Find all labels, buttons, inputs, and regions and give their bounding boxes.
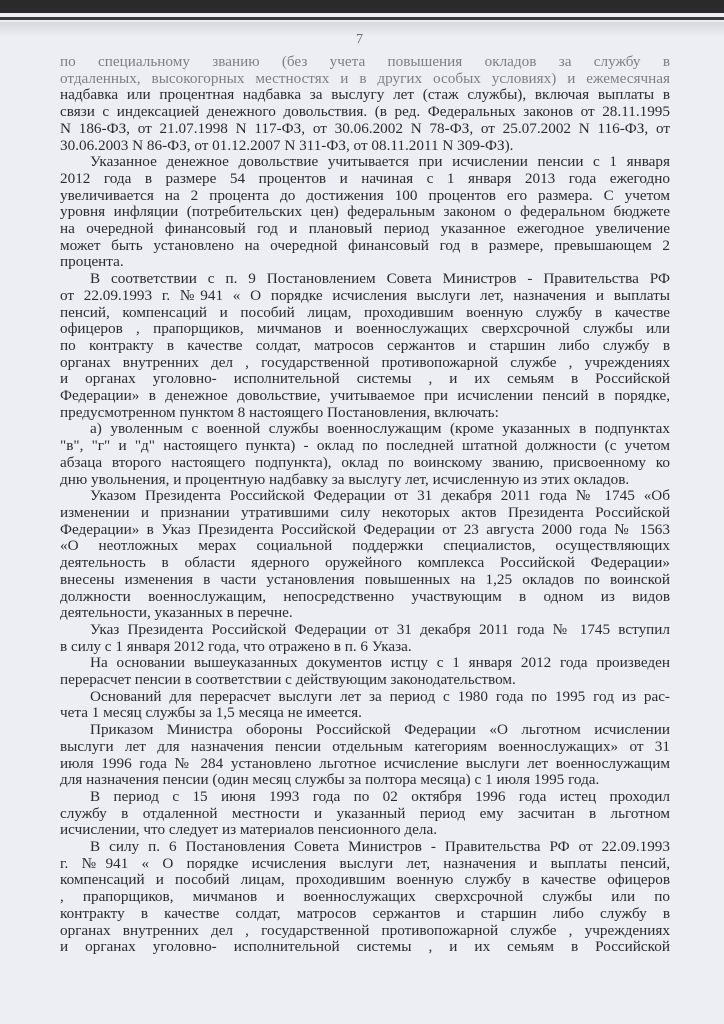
text-line: деятельность в области ядерного оружейного комплекса Российской Федерации» bbox=[60, 555, 670, 572]
text-line: от 22.09.1993 г. №941 « О порядке исчисления выслуги лет, назначения и выплаты bbox=[60, 287, 670, 304]
text-line: и органах уголовно- исполнительной системы , и их семьям в Российской bbox=[60, 939, 670, 956]
text-line: выслуги лет для назначения пенсии отдельным категориям военнослужащих» от 31 bbox=[60, 738, 670, 755]
text-line: отдаленных, высокогорных местностях и в других особых условиях) и ежемесячная bbox=[60, 70, 670, 87]
text-line: чета 1 месяц службы за 1,5 месяца не имеется. bbox=[60, 705, 362, 722]
text-line: а) уволенным с военной службы военнослужащим (кроме указанных в подпунктах bbox=[90, 421, 670, 438]
text-line: «О неотложных мерах социальной поддержки специалистов, осуществляющих bbox=[60, 538, 670, 555]
paragraph bbox=[60, 722, 670, 789]
text-line: связи с индексацией денежного довольствия. (в ред. Федеральных законов от 28.11.1995 bbox=[60, 104, 670, 121]
text-line: В силу п. 6 Постановления Совета Министров - Правительства РФ от 22.09.1993 bbox=[90, 839, 670, 856]
text-line: контракту в качестве солдат, матросов сержантов и старшин либо службу в bbox=[60, 905, 670, 922]
text-line: уровня инфляции (потребительских цен) федеральным законом о федеральном бюджете bbox=[60, 204, 670, 221]
document-body bbox=[60, 54, 670, 956]
text-line: На основании вышеуказанных документов истцу с 1 января 2012 года произведен bbox=[90, 655, 670, 672]
text-line: исчислении, что следует из материалов пенсионного дела. bbox=[60, 822, 438, 839]
text-line: внесены изменения в части установления повышенных на 1,25 окладов по воинской bbox=[60, 571, 670, 588]
text-line: Федерации» в Указ Президента Российской Федерации от 23 августа 2000 года № 1563 bbox=[60, 521, 670, 538]
text-line: абзаца второго настоящего подпункта), оклад по воинскому званию, присвоенному ко bbox=[60, 454, 670, 471]
text-line: 30.06.2003 N 86-ФЗ, от 01.12.2007 N 311-ФЗ, от 08.11.2011 N 309-ФЗ). bbox=[60, 137, 514, 154]
page-number: 7 bbox=[356, 32, 363, 47]
text-line: может быть установлено на очередной финансовый год в размере, превышающем 2 bbox=[60, 237, 670, 254]
text-line: перерасчет пенсии в соответствии с действующим законодательством. bbox=[60, 672, 516, 689]
text-line: и органах уголовно- исполнительной системы , и их семьям в Российской bbox=[60, 371, 670, 388]
text-line: дню увольнения, и процентную надбавку за выслугу лет, исчисленную из этих окладов. bbox=[60, 471, 630, 488]
paragraph bbox=[60, 655, 670, 688]
text-line: деятельности, указанных в перечне. bbox=[60, 605, 293, 622]
text-line: В период с 15 июня 1993 года по 02 октября 1996 года истец проходил bbox=[90, 788, 670, 805]
text-line: изменении и признании утратившими силу некоторых актов Президента Российской bbox=[60, 504, 670, 521]
text-line: пенсий, компенсаций и пособий лицам, проходившим военную службу в качестве bbox=[60, 304, 670, 321]
paragraph bbox=[60, 789, 670, 839]
text-line: N 186-ФЗ, от 21.07.1998 N 117-ФЗ, от 30.06.2002 N 78-ФЗ, от 25.07.2002 N 116-ФЗ, от bbox=[60, 120, 670, 137]
text-line: 2012 года в размере 54 процентов и начиная с 1 января 2013 года ежегодно bbox=[60, 170, 670, 187]
text-line: органах внутренних дел , государственной противопожарной службе , учреждениях bbox=[60, 922, 670, 939]
text-line: увеличивается на 2 процента до достижения 100 процентов его размера. С учетом bbox=[60, 187, 670, 204]
text-line: для назначения пенсии (один месяц службы за полтора месяца) с 1 июля 1995 года. bbox=[60, 772, 600, 789]
text-line: надбавка или процентная надбавка за выслугу лет (стаж службы), включая выплаты в bbox=[60, 87, 670, 104]
text-line: Указанное денежное довольствие учитывается при исчислении пенсии с 1 января bbox=[90, 154, 670, 171]
text-line: службу в отдаленной местности и указанный период ему засчитан в льготном bbox=[60, 805, 670, 822]
paragraph bbox=[60, 54, 670, 154]
text-line: компенсаций и пособий лицам, проходившим военную службу в качестве офицеров bbox=[60, 872, 670, 889]
text-line: В соответствии с п. 9 Постановлением Совета Министров - Правительства РФ bbox=[90, 271, 670, 288]
text-line: на очередной финансовый год и плановый период указанное ежегодное увеличение bbox=[60, 221, 670, 238]
paragraph bbox=[60, 421, 670, 488]
text-line: процента. bbox=[60, 254, 124, 271]
paragraph bbox=[60, 271, 670, 421]
text-line: Указ Президента Российской Федерации от 31 декабря 2011 года № 1745 вступил bbox=[90, 621, 670, 638]
text-line: , прапорщиков, мичманов и военнослужащих сверхсрочной службы или по bbox=[60, 889, 670, 906]
paragraph bbox=[60, 488, 670, 622]
paragraph bbox=[60, 839, 670, 956]
scan-edge-bar bbox=[0, 0, 724, 13]
text-line: "в", "г" и "д" настоящего пункта) - оклад по последней штатной должности (с учетом bbox=[60, 438, 670, 455]
text-line: Федерации» в денежное довольствие, учитываемое при исчислении пенсий в порядке, bbox=[60, 388, 670, 405]
text-line: г. №941 « О порядке исчисления выслуги лет, назначения и выплаты пенсий, bbox=[60, 855, 670, 872]
text-line: по специальному званию (без учета повышения окладов за службу в bbox=[60, 54, 670, 70]
text-line: по контракту в качестве солдат, матросов сержантов и старшин либо службу в bbox=[60, 337, 670, 354]
text-line: Оснований для перерасчет выслуги лет за период с 1980 года по 1995 год из рас- bbox=[90, 688, 670, 705]
scan-edge-line bbox=[0, 17, 724, 20]
text-line: должности военнослужащим, непосредственно участвующим в одном из видов bbox=[60, 588, 670, 605]
text-line: офицеров , прапорщиков, мичманов и военнослужащих сверхсрочной службы или bbox=[60, 321, 670, 338]
text-line: в силу с 1 января 2012 года, что отражено в п. 6 Указа. bbox=[60, 638, 412, 655]
text-line: Указом Президента Российской Федерации от 31 декабря 2011 года № 1745 «Об bbox=[90, 488, 670, 505]
text-line: органах внутренних дел , государственной противопожарной службе , учреждениях bbox=[60, 354, 670, 371]
text-line: июля 1996 года № 284 установлено льготное исчисление выслуги лет военнослужащим bbox=[60, 755, 670, 772]
text-line: предусмотренном пунктом 8 настоящего Постановления, включать: bbox=[60, 404, 499, 421]
text-line: Приказом Министра обороны Российской Федерации «О льготном исчислении bbox=[90, 722, 670, 739]
paragraph bbox=[60, 622, 670, 655]
paragraph bbox=[60, 154, 670, 271]
paragraph bbox=[60, 689, 670, 722]
